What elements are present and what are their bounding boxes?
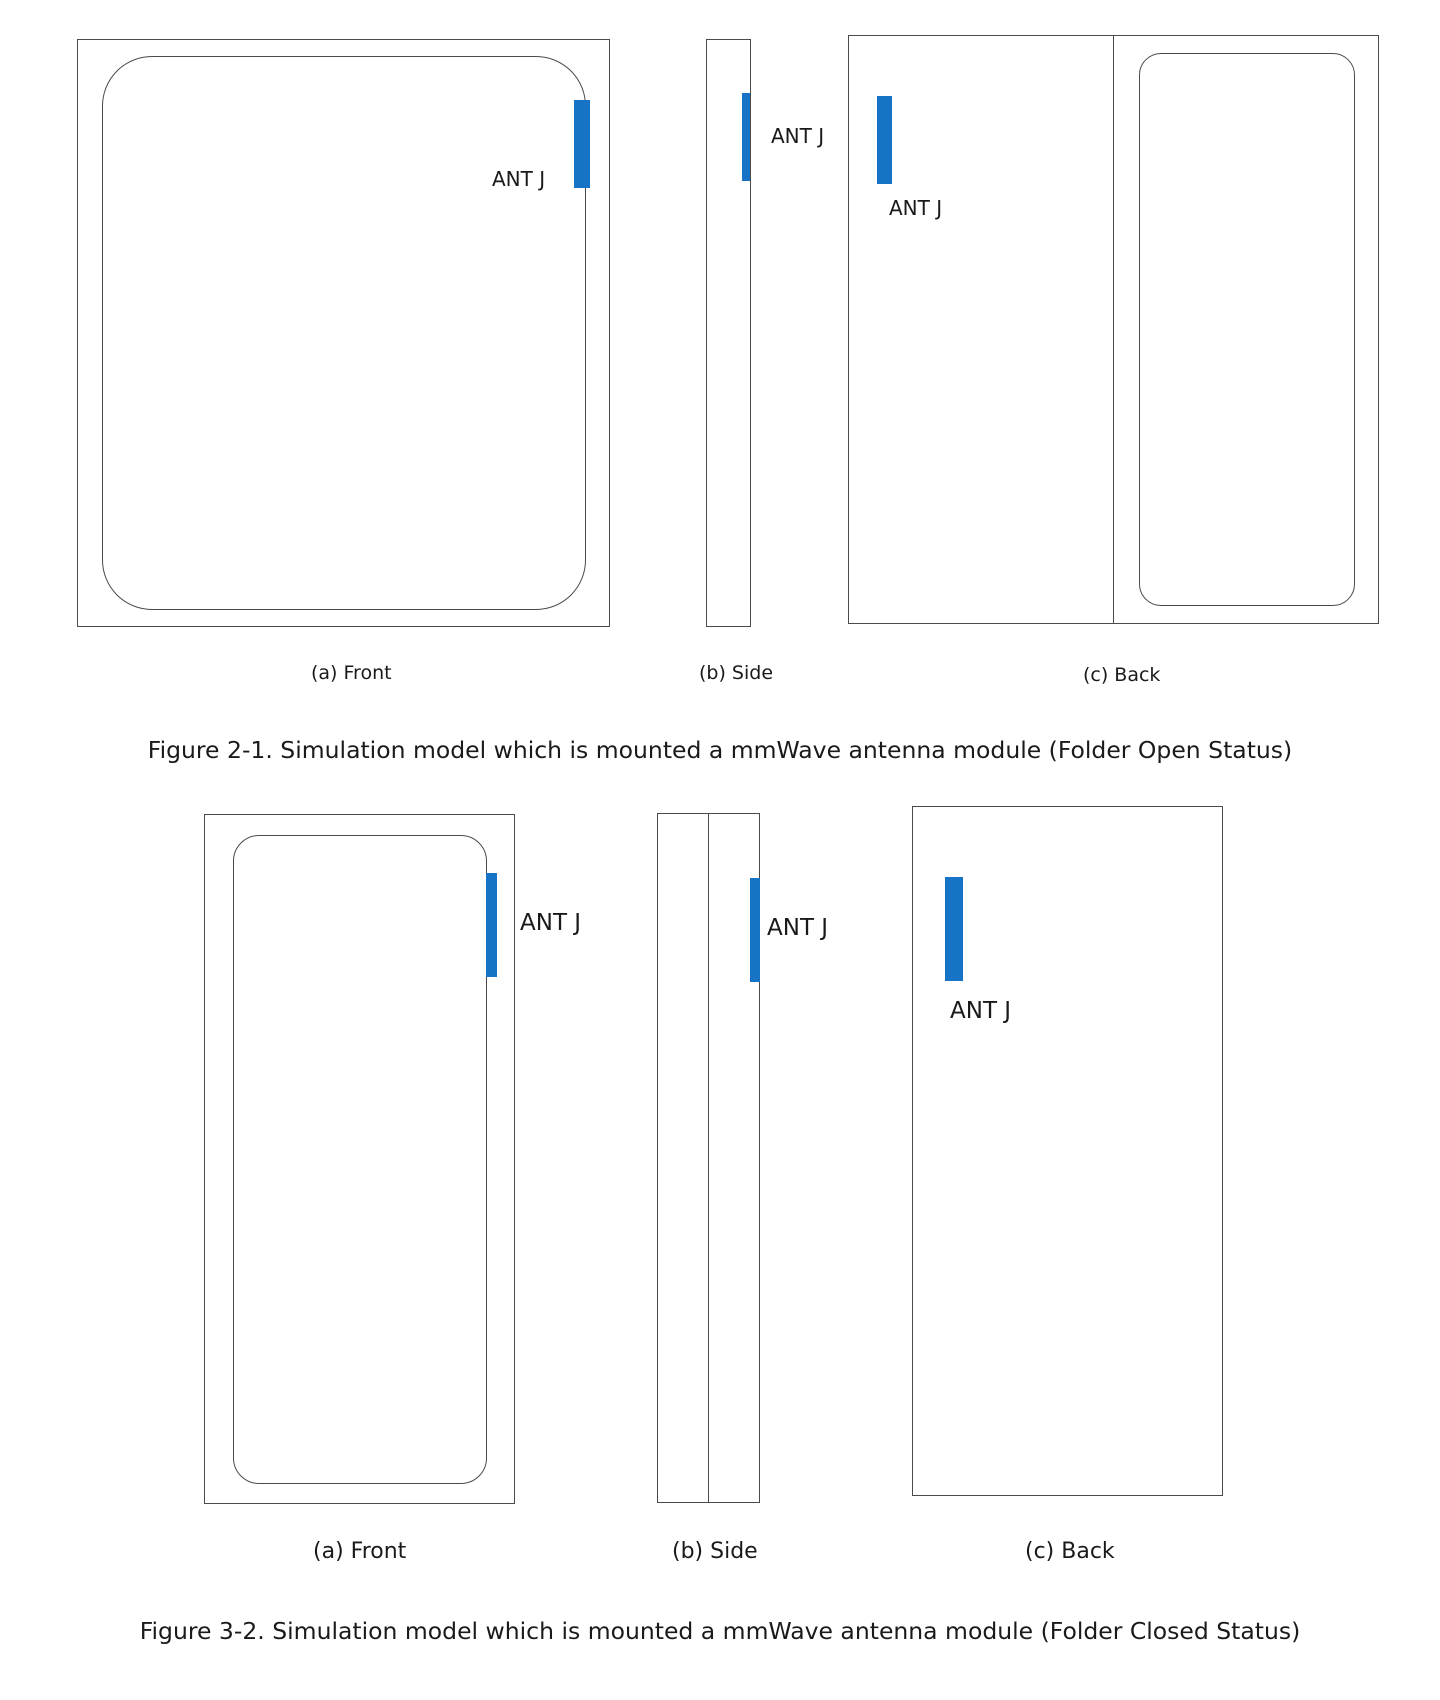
- open-back-antenna-module: [877, 96, 892, 184]
- open-side-antenna-label: ANT J: [771, 124, 825, 148]
- open-back-subcaption: (c) Back: [1083, 664, 1161, 686]
- open-side-subcaption: (b) Side: [699, 662, 774, 684]
- closed-side-left-half: [657, 813, 709, 1503]
- open-back-antenna-label: ANT J: [889, 196, 943, 220]
- closed-front-antenna-label: ANT J: [520, 910, 582, 936]
- closed-side-subcaption: (b) Side: [672, 1539, 758, 1564]
- closed-front-display: [233, 835, 487, 1484]
- open-side-antenna-module: [742, 93, 750, 181]
- open-front-antenna-module: [574, 100, 590, 188]
- open-front-display: [102, 56, 586, 610]
- open-back-cover-display: [1139, 53, 1355, 606]
- open-figure-caption: Figure 2-1. Simulation model which is mounted a mmWave antenna module (Folder Open Status): [147, 736, 1293, 764]
- closed-side-antenna-module: [750, 878, 760, 982]
- closed-back-subcaption: (c) Back: [1025, 1539, 1115, 1564]
- closed-front-subcaption: (a) Front: [313, 1539, 407, 1564]
- open-front-subcaption: (a) Front: [311, 662, 392, 684]
- closed-side-antenna-label: ANT J: [767, 915, 829, 941]
- closed-front-antenna-module: [486, 873, 497, 977]
- open-front-antenna-label: ANT J: [492, 167, 546, 191]
- closed-back-antenna-module: [945, 877, 963, 981]
- closed-back-antenna-label: ANT J: [950, 998, 1012, 1024]
- closed-figure-caption: Figure 3-2. Simulation model which is mounted a mmWave antenna module (Folder Closed Status): [139, 1617, 1301, 1645]
